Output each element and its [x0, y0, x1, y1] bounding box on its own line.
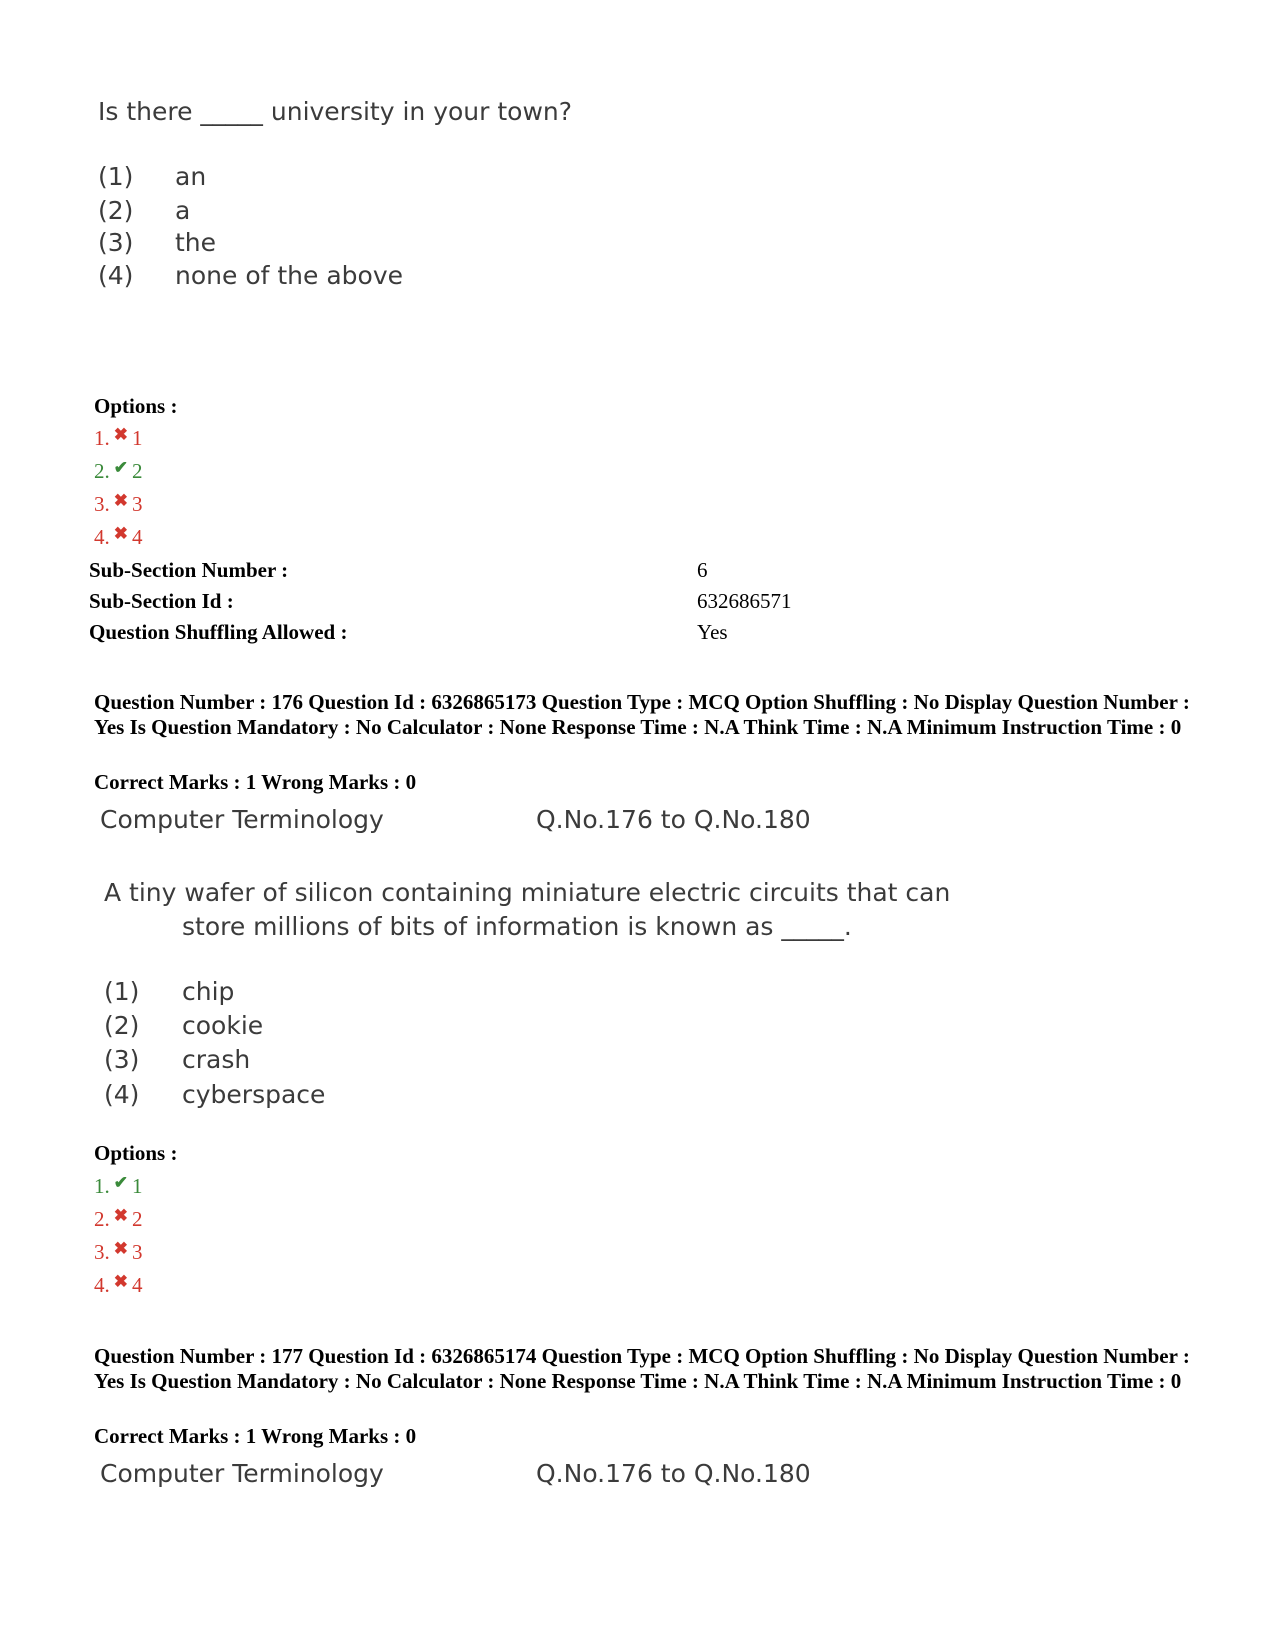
choice-text: a	[175, 196, 191, 225]
topic-title: Computer Terminology	[100, 805, 384, 834]
choice-number: (3)	[104, 1045, 140, 1074]
choice-text: the	[175, 228, 217, 257]
choice-number: (2)	[104, 1011, 140, 1040]
choice-number: (1)	[98, 162, 134, 191]
question-shuffling-label: Question Shuffling Allowed :	[89, 620, 348, 644]
option-value: 1	[132, 426, 143, 450]
subsection-id-label: Sub-Section Id :	[89, 589, 234, 613]
option-number: 1.	[94, 426, 110, 450]
topic-title: Computer Terminology	[100, 1459, 384, 1488]
question-stem-line: A tiny wafer of silicon containing miniature electric circuits that can	[104, 878, 951, 907]
option-number: 2.	[94, 459, 110, 483]
option-value: 2	[132, 1207, 143, 1231]
question-stem: Is there _____ university in your town?	[98, 97, 573, 126]
question-range: Q.No.176 to Q.No.180	[536, 1459, 811, 1488]
option-value: 3	[132, 1240, 143, 1264]
choice-number: (4)	[98, 261, 134, 290]
question-shuffling-value: Yes	[697, 620, 728, 644]
question-stem-line: store millions of bits of information is known as _____.	[182, 912, 852, 941]
option-value: 4	[132, 1273, 143, 1297]
marks-line: Correct Marks : 1 Wrong Marks : 0	[94, 770, 417, 794]
options-label: Options :	[94, 394, 178, 418]
option-row	[94, 1240, 143, 1265]
choice-text: none of the above	[175, 261, 403, 290]
choice-text: cyberspace	[182, 1080, 326, 1109]
cross-icon: ✖	[113, 524, 128, 543]
cross-icon: ✖	[113, 425, 128, 444]
option-row	[94, 525, 143, 550]
marks-line: Correct Marks : 1 Wrong Marks : 0	[94, 1424, 417, 1448]
option-number: 3.	[94, 1240, 110, 1264]
choice-number: (1)	[104, 977, 140, 1006]
choice-text: an	[175, 162, 207, 191]
option-value: 2	[132, 459, 143, 483]
choice-text: chip	[182, 977, 235, 1006]
choice-number: (4)	[104, 1080, 140, 1109]
option-row	[94, 1273, 143, 1298]
option-row	[94, 492, 143, 517]
cross-icon: ✖	[113, 1272, 128, 1291]
option-number: 2.	[94, 1207, 110, 1231]
cross-icon: ✖	[113, 491, 128, 510]
option-value: 4	[132, 525, 143, 549]
subsection-id-value: 632686571	[697, 589, 792, 613]
question-range: Q.No.176 to Q.No.180	[536, 805, 811, 834]
check-icon: ✔	[113, 458, 128, 477]
option-number: 4.	[94, 1273, 110, 1297]
question-header: Question Number : 176 Question Id : 6326865173 Question Type : MCQ Option Shuffling : No Display Question Number : Yes Is Question Mandatory : No Calculator : None Response Time : N.A Think Time : N.A Minimum Instruction Time : 0	[94, 690, 1190, 739]
choice-number: (3)	[98, 228, 134, 257]
check-icon: ✔	[113, 1173, 128, 1192]
option-number: 4.	[94, 525, 110, 549]
options-label: Options :	[94, 1141, 178, 1165]
cross-icon: ✖	[113, 1239, 128, 1258]
option-row	[94, 459, 143, 484]
cross-icon: ✖	[113, 1206, 128, 1225]
option-number: 3.	[94, 492, 110, 516]
option-value: 1	[132, 1174, 143, 1198]
option-row	[94, 426, 143, 451]
choice-text: cookie	[182, 1011, 264, 1040]
option-number: 1.	[94, 1174, 110, 1198]
choice-number: (2)	[98, 196, 134, 225]
option-value: 3	[132, 492, 143, 516]
option-row	[94, 1174, 143, 1199]
subsection-number-value: 6	[697, 558, 708, 582]
subsection-number-label: Sub-Section Number :	[89, 558, 289, 582]
choice-text: crash	[182, 1045, 251, 1074]
question-header: Question Number : 177 Question Id : 6326865174 Question Type : MCQ Option Shuffling : No Display Question Number : Yes Is Question Mandatory : No Calculator : None Response Time : N.A Think Time : N.A Minimum Instruction Time : 0	[94, 1344, 1190, 1393]
option-row	[94, 1207, 143, 1232]
